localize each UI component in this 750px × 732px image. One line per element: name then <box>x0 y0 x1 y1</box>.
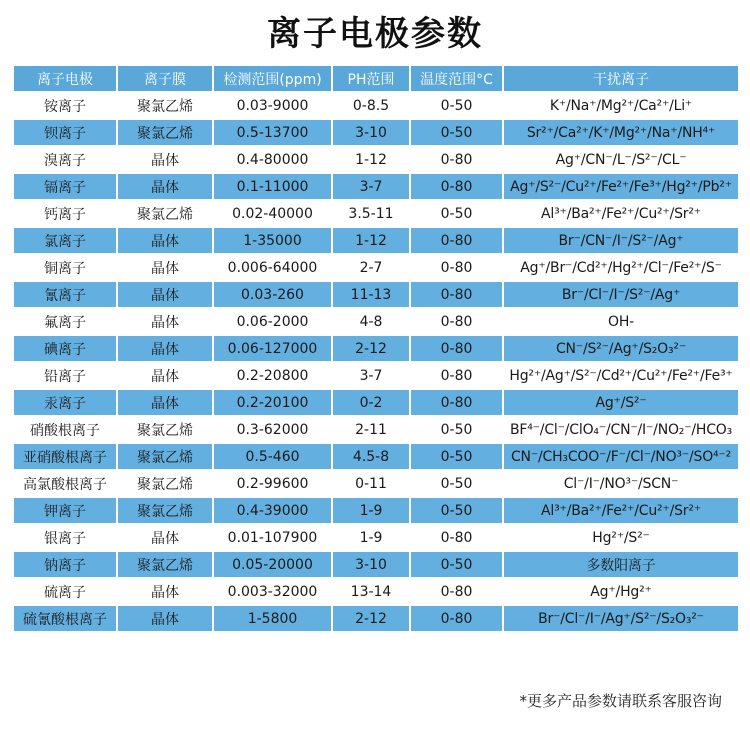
cell-detection-range: 1-35000 <box>214 228 331 253</box>
footnote: *更多产品参数请联系客服咨询 <box>519 692 722 710</box>
cell-detection-range: 0.003-32000 <box>214 579 331 604</box>
cell-ph-range: 4-8 <box>333 309 409 334</box>
cell-temperature-range: 0-50 <box>411 444 502 469</box>
cell-ph-range: 13-14 <box>333 579 409 604</box>
cell-membrane: 聚氯乙烯 <box>118 201 212 226</box>
cell-detection-range: 0.2-99600 <box>214 471 331 496</box>
cell-interfering-ions: BF⁴⁻/Cl⁻/ClO₄⁻/CN⁻/I⁻/NO₂⁻/HCO₃ <box>504 417 738 442</box>
cell-temperature-range: 0-80 <box>411 525 502 550</box>
cell-interfering-ions: Hg²⁺/Ag⁺/S²⁻/Cd²⁺/Cu²⁺/Fe²⁺/Fe³⁺ <box>504 363 738 388</box>
cell-interfering-ions: Cl⁻/I⁻/NO³⁻/SCN⁻ <box>504 471 738 496</box>
table-row <box>14 228 738 253</box>
cell-temperature-range: 0-80 <box>411 309 502 334</box>
cell-electrode: 钾离子 <box>14 498 116 523</box>
cell-electrode: 铜离子 <box>14 255 116 280</box>
cell-membrane: 聚氯乙烯 <box>118 444 212 469</box>
cell-ph-range: 1-12 <box>333 147 409 172</box>
cell-detection-range: 0.4-80000 <box>214 147 331 172</box>
cell-electrode: 钙离子 <box>14 201 116 226</box>
cell-detection-range: 0.5-13700 <box>214 120 331 145</box>
cell-temperature-range: 0-50 <box>411 471 502 496</box>
table-row <box>14 606 738 631</box>
cell-ph-range: 2-12 <box>333 606 409 631</box>
cell-membrane: 晶体 <box>118 147 212 172</box>
cell-interfering-ions: Hg²⁺/S²⁻ <box>504 525 738 550</box>
cell-electrode: 铵离子 <box>14 93 116 118</box>
table-row <box>14 201 738 226</box>
cell-interfering-ions: OH- <box>504 309 738 334</box>
cell-temperature-range: 0-80 <box>411 147 502 172</box>
cell-ph-range: 3-7 <box>333 174 409 199</box>
ion-electrode-parameter-table <box>12 64 740 633</box>
cell-detection-range: 0.06-2000 <box>214 309 331 334</box>
cell-electrode: 氯离子 <box>14 228 116 253</box>
cell-membrane: 晶体 <box>118 363 212 388</box>
cell-detection-range: 1-5800 <box>214 606 331 631</box>
cell-electrode: 硫氰酸根离子 <box>14 606 116 631</box>
cell-detection-range: 0.2-20800 <box>214 363 331 388</box>
cell-detection-range: 0.03-9000 <box>214 93 331 118</box>
cell-electrode: 亚硝酸根离子 <box>14 444 116 469</box>
cell-temperature-range: 0-80 <box>411 336 502 361</box>
cell-detection-range: 0.03-260 <box>214 282 331 307</box>
table-row <box>14 498 738 523</box>
table-row <box>14 417 738 442</box>
cell-interfering-ions: Al³⁺/Ba²⁺/Fe²⁺/Cu²⁺/Sr²⁺ <box>504 201 738 226</box>
cell-interfering-ions: Ag⁺/Br⁻/Cd²⁺/Hg²⁺/Cl⁻/Fe²⁺/S⁻ <box>504 255 738 280</box>
cell-interfering-ions: Ag⁺/S²⁻ <box>504 390 738 415</box>
cell-membrane: 晶体 <box>118 174 212 199</box>
table-row <box>14 525 738 550</box>
table-row <box>14 147 738 172</box>
cell-interfering-ions: 多数阳离子 <box>504 552 738 577</box>
cell-membrane: 晶体 <box>118 282 212 307</box>
column-header-temperature-range: 温度范围°C <box>411 66 502 91</box>
column-header-interfering-ions: 干扰离子 <box>504 66 738 91</box>
cell-ph-range: 1-9 <box>333 498 409 523</box>
table-row <box>14 552 738 577</box>
cell-membrane: 聚氯乙烯 <box>118 552 212 577</box>
cell-electrode: 硫离子 <box>14 579 116 604</box>
cell-detection-range: 0.3-62000 <box>214 417 331 442</box>
cell-electrode: 氟离子 <box>14 309 116 334</box>
cell-detection-range: 0.5-460 <box>214 444 331 469</box>
cell-electrode: 镉离子 <box>14 174 116 199</box>
cell-membrane: 晶体 <box>118 336 212 361</box>
cell-electrode: 氰离子 <box>14 282 116 307</box>
cell-temperature-range: 0-50 <box>411 120 502 145</box>
cell-membrane: 晶体 <box>118 606 212 631</box>
cell-interfering-ions: Ag⁺/S²⁻/Cu²⁺/Fe²⁺/Fe³⁺/Hg²⁺/Pb²⁺ <box>504 174 738 199</box>
table-header-row <box>14 66 738 91</box>
cell-electrode: 钠离子 <box>14 552 116 577</box>
column-header-membrane: 离子膜 <box>118 66 212 91</box>
cell-ph-range: 3-10 <box>333 120 409 145</box>
cell-temperature-range: 0-80 <box>411 606 502 631</box>
cell-temperature-range: 0-80 <box>411 579 502 604</box>
table-row <box>14 471 738 496</box>
cell-temperature-range: 0-80 <box>411 282 502 307</box>
column-header-ph-range: PH范围 <box>333 66 409 91</box>
cell-electrode: 硝酸根离子 <box>14 417 116 442</box>
cell-ph-range: 3.5-11 <box>333 201 409 226</box>
table-row <box>14 282 738 307</box>
cell-electrode: 铅离子 <box>14 363 116 388</box>
cell-ph-range: 11-13 <box>333 282 409 307</box>
cell-membrane: 聚氯乙烯 <box>118 93 212 118</box>
cell-detection-range: 0.06-127000 <box>214 336 331 361</box>
cell-interfering-ions: Br⁻/CN⁻/I⁻/S²⁻/Ag⁺ <box>504 228 738 253</box>
cell-temperature-range: 0-50 <box>411 552 502 577</box>
cell-interfering-ions: Al³⁺/Ba²⁺/Fe²⁺/Cu²⁺/Sr²⁺ <box>504 498 738 523</box>
table-row <box>14 255 738 280</box>
cell-electrode: 钡离子 <box>14 120 116 145</box>
table-row <box>14 93 738 118</box>
cell-detection-range: 0.006-64000 <box>214 255 331 280</box>
cell-temperature-range: 0-50 <box>411 93 502 118</box>
cell-detection-range: 0.4-39000 <box>214 498 331 523</box>
cell-ph-range: 2-7 <box>333 255 409 280</box>
cell-electrode: 汞离子 <box>14 390 116 415</box>
cell-electrode: 溴离子 <box>14 147 116 172</box>
table-row <box>14 336 738 361</box>
table-row <box>14 444 738 469</box>
cell-temperature-range: 0-80 <box>411 363 502 388</box>
cell-membrane: 晶体 <box>118 309 212 334</box>
cell-membrane: 晶体 <box>118 525 212 550</box>
cell-interfering-ions: K⁺/Na⁺/Mg²⁺/Ca²⁺/Li⁺ <box>504 93 738 118</box>
cell-membrane: 聚氯乙烯 <box>118 120 212 145</box>
cell-detection-range: 0.01-107900 <box>214 525 331 550</box>
cell-temperature-range: 0-80 <box>411 174 502 199</box>
cell-membrane: 聚氯乙烯 <box>118 471 212 496</box>
cell-interfering-ions: CN⁻/CH₃COO⁻/F⁻/Cl⁻/NO³⁻/SO⁴⁻² <box>504 444 738 469</box>
cell-temperature-range: 0-80 <box>411 255 502 280</box>
cell-ph-range: 0-2 <box>333 390 409 415</box>
cell-membrane: 聚氯乙烯 <box>118 417 212 442</box>
cell-membrane: 晶体 <box>118 228 212 253</box>
cell-electrode: 碘离子 <box>14 336 116 361</box>
column-header-electrode: 离子电极 <box>14 66 116 91</box>
table-row <box>14 120 738 145</box>
column-header-detection-range: 检测范围(ppm) <box>214 66 331 91</box>
cell-ph-range: 1-9 <box>333 525 409 550</box>
cell-ph-range: 2-12 <box>333 336 409 361</box>
cell-membrane: 聚氯乙烯 <box>118 498 212 523</box>
table-row <box>14 390 738 415</box>
cell-membrane: 晶体 <box>118 255 212 280</box>
cell-detection-range: 0.02-40000 <box>214 201 331 226</box>
cell-interfering-ions: Ag⁺/CN⁻/L⁻/S²⁻/CL⁻ <box>504 147 738 172</box>
cell-interfering-ions: Sr²⁺/Ca²⁺/K⁺/Mg²⁺/Na⁺/NH⁴⁺ <box>504 120 738 145</box>
cell-ph-range: 1-12 <box>333 228 409 253</box>
cell-temperature-range: 0-80 <box>411 228 502 253</box>
cell-ph-range: 4.5-8 <box>333 444 409 469</box>
cell-temperature-range: 0-50 <box>411 417 502 442</box>
cell-temperature-range: 0-50 <box>411 201 502 226</box>
cell-ph-range: 0-8.5 <box>333 93 409 118</box>
cell-interfering-ions: Br⁻/Cl⁻/I⁻/Ag⁺/S²⁻/S₂O₃²⁻ <box>504 606 738 631</box>
cell-ph-range: 0-11 <box>333 471 409 496</box>
page-title: 离子电极参数 <box>267 14 483 54</box>
table-row <box>14 363 738 388</box>
cell-ph-range: 3-7 <box>333 363 409 388</box>
cell-temperature-range: 0-50 <box>411 498 502 523</box>
cell-detection-range: 0.05-20000 <box>214 552 331 577</box>
table-row <box>14 579 738 604</box>
cell-ph-range: 3-10 <box>333 552 409 577</box>
cell-interfering-ions: Ag⁺/Hg²⁺ <box>504 579 738 604</box>
cell-interfering-ions: CN⁻/S²⁻/Ag⁺/S₂O₃²⁻ <box>504 336 738 361</box>
cell-detection-range: 0.2-20100 <box>214 390 331 415</box>
table-row <box>14 309 738 334</box>
cell-temperature-range: 0-80 <box>411 390 502 415</box>
cell-electrode: 银离子 <box>14 525 116 550</box>
cell-ph-range: 2-11 <box>333 417 409 442</box>
cell-membrane: 晶体 <box>118 579 212 604</box>
cell-detection-range: 0.1-11000 <box>214 174 331 199</box>
table-row <box>14 174 738 199</box>
cell-membrane: 晶体 <box>118 390 212 415</box>
cell-interfering-ions: Br⁻/Cl⁻/I⁻/S²⁻/Ag⁺ <box>504 282 738 307</box>
cell-electrode: 高氯酸根离子 <box>14 471 116 496</box>
